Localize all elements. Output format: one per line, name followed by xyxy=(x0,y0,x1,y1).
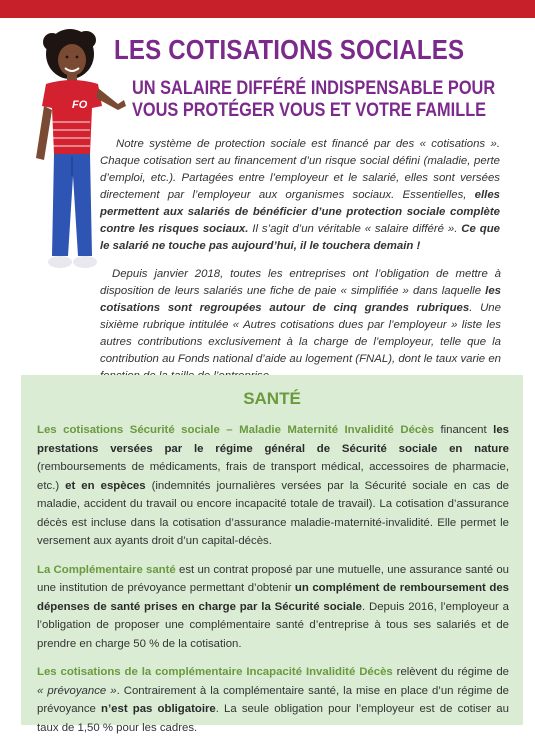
sante-p3-text: relèvent du régime de xyxy=(392,666,509,678)
top-color-bar xyxy=(0,0,535,18)
sante-paragraph-3 xyxy=(37,663,509,737)
sante-p1-heading: Les cotisations Sécurité sociale – Maladie Maternité Invalidité Décès xyxy=(37,424,434,436)
sante-p3-text-2: . Contrairement à la complémentaire santé, la mise en place d’un régime de prévoyance xyxy=(37,684,509,715)
intro-text-2: Il s’agit d’un véritable « salaire différé ». xyxy=(248,223,462,235)
sante-p3-text-3: . La seule obligation pour l’employeur est de cotiser au taux de 1,50 % pour les cadres. xyxy=(37,703,509,734)
sante-p1-bold-2: et en espèces xyxy=(65,479,146,492)
sante-paragraph-1 xyxy=(37,421,509,551)
subtitle-line-1: UN SALAIRE DIFFÉRÉ INDISPENSABLE POUR xyxy=(132,78,496,99)
intro-paragraph xyxy=(100,136,500,255)
intro2-text-1: Depuis janvier 2018, toutes les entreprises ont l’obligation de mettre à disposition de leurs salariés une fiche de paie « simplifiée » dans laquelle xyxy=(100,268,501,297)
intro-text-1: Notre système de protection sociale est financé par des « cotisations ». Chaque cotisation sert au financement d’un risque social défini (maladie, perte d’emploi, etc.). Partagées entre l’employeur et le salarié, elles sont versées directement par l’employeur aux organismes sociaux. Essentielles, xyxy=(100,138,500,201)
intro2-bold-1: les cotisations sont regroupées autour de cinq grandes rubriques xyxy=(100,285,501,314)
intro2-text-2: . Une sixième rubrique intitulée « Autres cotisations dues par l’employeur » liste les autres contributions exclusivement à la charge de l’employeur, telle que la contribution au Fonds national d’aide au logement (FNAL), dont le taux varie en xyxy=(100,302,501,365)
sante-p2-text: est un contrat proposé par une mutuelle, une assurance santé ou une institution de prévoyance permettant d’obtenir xyxy=(37,563,509,594)
sante-body xyxy=(37,421,509,747)
shirt-logo: FO xyxy=(72,99,88,111)
sante-p3-italic: « prévoyance » xyxy=(37,684,117,697)
sante-p3-bold: n’est pas obligatoire xyxy=(101,703,216,715)
sante-section xyxy=(21,375,523,734)
subtitle-line-2: VOUS PROTÉGER VOUS ET VOTRE FAMILLE xyxy=(132,100,487,121)
intro-paragraph-2 xyxy=(35,266,501,385)
sante-p2-text-2: . Depuis 2016, l’employeur a l’obligation de proposer une complémentaire santé d’entreprise à tous ses salariés et de prendre en charge 50 % de la cotisation. xyxy=(37,600,509,650)
sante-p2-bold: un complément de remboursement des dépenses de santé prises en charge par la Sécurité sociale xyxy=(37,582,509,613)
page-subtitle xyxy=(132,78,495,122)
sante-p1-bold: les prestations versées par le régime général de Sécurité sociale en nature xyxy=(37,424,510,455)
sante-p3-heading: Les cotisations de la complémentaire Incapacité Invalidité Décès xyxy=(37,666,393,678)
sante-title: SANTÉ xyxy=(243,389,301,408)
sante-p1-text-3: (indemnités journalières versées par la Sécurité sociale en cas de maladie, accident du travail ou encore incapacité totale de travail). La cotisation d’assurance décès est incluse dans la cotisation d’assurance maladie-maternité-invalidité. Elle permet le versement aux ayants droit d’un capital-décès. xyxy=(37,479,509,547)
sante-paragraph-2 xyxy=(37,561,509,654)
page-title: LES COTISATIONS SOCIALES xyxy=(114,34,465,65)
intro-bold-2: Ce que le salarié ne touche pas aujourd’hui, il le touchera demain ! xyxy=(100,223,500,252)
intro-bold-1: elles permettent aux salariés de bénéficier d’une protection sociale complète contre les risques sociaux. xyxy=(100,189,500,235)
sante-p2-heading: La Complémentaire santé xyxy=(37,563,176,576)
sante-p1-text-2: (remboursements de médicaments, frais de transport médical, accessoires de pharmacie, etc.) xyxy=(37,461,509,492)
sante-p1-text: financent xyxy=(433,424,494,436)
